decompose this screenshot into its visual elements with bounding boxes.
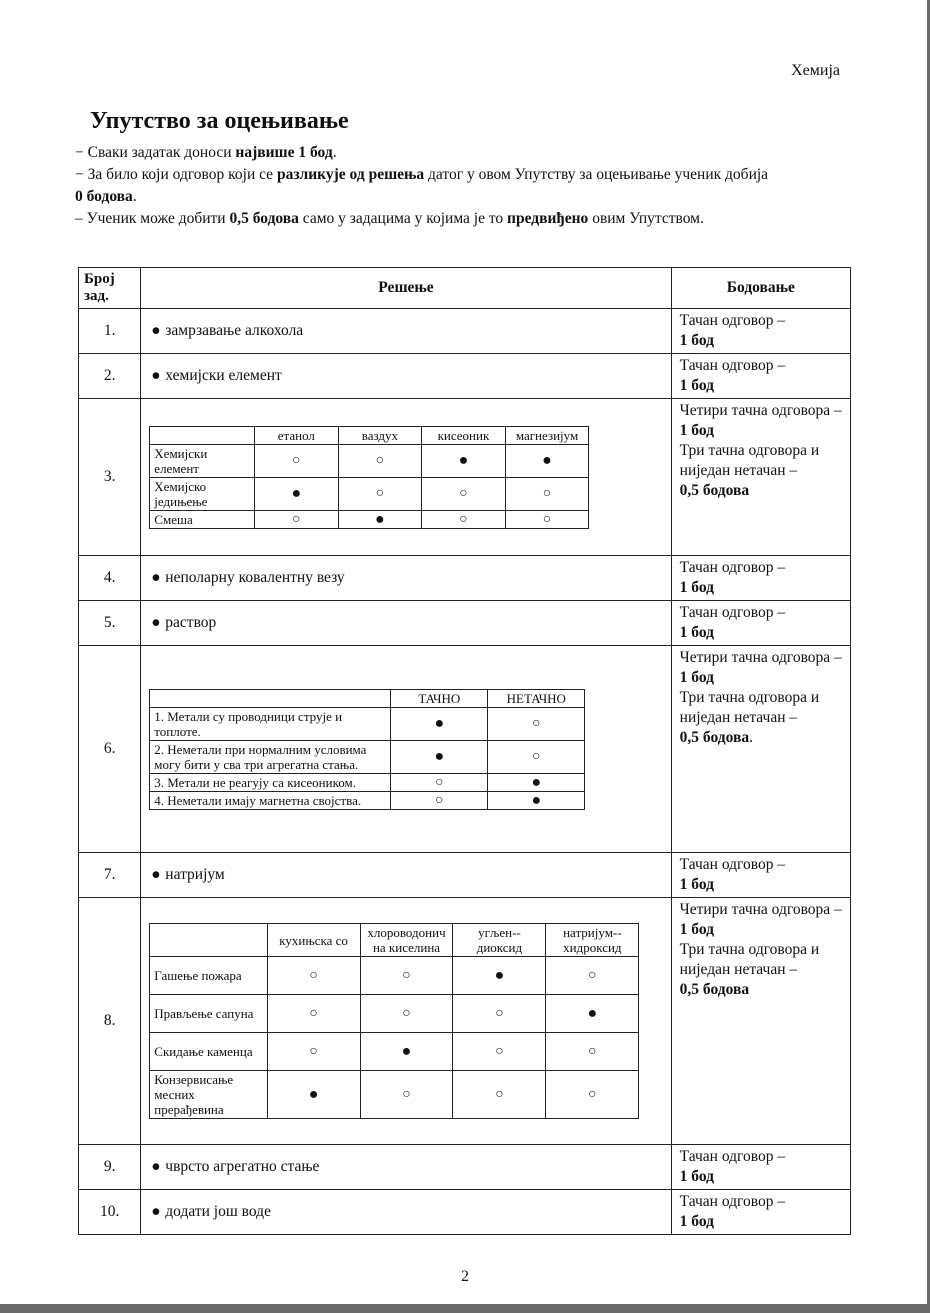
instruction-emphasis: предвиђено [507, 210, 589, 227]
header-task-number: Број зад. [79, 268, 141, 309]
score-points: 1 бод [679, 377, 714, 394]
instruction-line [75, 208, 775, 230]
task-row [79, 601, 851, 646]
header-scoring: Бодовање [671, 268, 850, 309]
grid-row [150, 1071, 639, 1119]
score-points-wrap [680, 729, 753, 746]
task-row [79, 1190, 851, 1235]
instruction-line [75, 142, 775, 164]
filled-circle-icon: ● [422, 444, 506, 477]
instruction-text: . [132, 188, 137, 205]
grid-row [150, 773, 585, 791]
empty-circle-icon: ○ [505, 477, 589, 510]
solution-cell [141, 898, 671, 1145]
grid-row-label: Конзервисање месних прерађевина [150, 1071, 267, 1119]
empty-circle-icon: ○ [338, 444, 422, 477]
grid-row-label: 2. Неметали при нормалним условима могу бити у сва три агрегатна стања. [150, 740, 391, 773]
empty-circle-icon: ○ [360, 995, 453, 1033]
task-number: 4. [79, 556, 141, 601]
task-number: 9. [79, 1145, 141, 1190]
filled-circle-icon: ● [391, 707, 488, 740]
answer-text: раствор [165, 614, 217, 631]
answer-grid [149, 426, 589, 529]
answer [141, 614, 670, 632]
instruction-text: − За било који одговор који се [75, 166, 277, 183]
grid-row [150, 707, 585, 740]
task-number: 3. [79, 399, 141, 556]
instruction-text: само у задацима у којима је то [298, 210, 508, 227]
score-points: 0,5 бодова [679, 482, 750, 499]
score-points: 1 бод [679, 332, 714, 349]
empty-circle-icon: ○ [546, 957, 639, 995]
answer [141, 322, 670, 340]
answer-key-table [78, 267, 851, 1235]
filled-circle-icon: ● [360, 1033, 453, 1071]
task-number: 10. [79, 1190, 141, 1235]
bullet-icon: ● [151, 866, 161, 883]
grid-row-label: 4. Неметали имају магнетна својства. [150, 791, 391, 809]
empty-circle-icon: ○ [488, 707, 585, 740]
empty-circle-icon: ○ [267, 1033, 360, 1071]
scoring-cell [671, 601, 850, 646]
grid-row [150, 995, 639, 1033]
empty-circle-icon: ○ [453, 995, 546, 1033]
task-row [79, 556, 851, 601]
filled-circle-icon: ● [546, 995, 639, 1033]
empty-circle-icon: ○ [546, 1033, 639, 1071]
task-row [79, 898, 851, 1145]
grid-row-label: Скидање каменца [150, 1033, 267, 1071]
score-label: Тачан одговор – [679, 1148, 786, 1165]
grid-row-label: Гашење пожара [150, 957, 267, 995]
instruction-text: − Сваки задатак доноси [75, 144, 236, 161]
grid-row [150, 444, 589, 477]
instruction-text: датог у овом Упутству за оцењивање ученик добија [424, 166, 769, 183]
table-header-row [79, 268, 851, 309]
solution-cell [141, 556, 671, 601]
answer [141, 367, 670, 385]
empty-circle-icon: ○ [267, 995, 360, 1033]
scoring-cell [671, 898, 850, 1145]
empty-circle-icon: ○ [391, 773, 488, 791]
empty-circle-icon: ○ [391, 791, 488, 809]
answer-grid [149, 923, 639, 1119]
answer-grid [149, 689, 585, 810]
page-title: Упутство за оцењивање [90, 108, 349, 134]
grid-row [150, 510, 589, 528]
page-number: 2 [461, 1268, 469, 1285]
score-label: Тачан одговор – [679, 604, 786, 621]
filled-circle-icon: ● [488, 791, 585, 809]
instruction-emphasis: 0,5 бодова [229, 210, 299, 227]
score-points: 1 бод [679, 1168, 714, 1185]
grid-row [150, 477, 589, 510]
instruction-text: . [332, 144, 337, 161]
instruction-emphasis: 0 бодова [75, 188, 133, 205]
solution-cell [141, 853, 671, 898]
grid-column-header: НЕТАЧНО [488, 689, 585, 707]
scoring-cell [671, 309, 850, 354]
empty-circle-icon: ○ [255, 510, 339, 528]
score-label: Тачан одговор – [679, 1193, 786, 1210]
task-row [79, 1145, 851, 1190]
grid-row-label: Смеша [150, 510, 255, 528]
solution-cell [141, 646, 671, 853]
score-label: Тачан одговор – [679, 312, 786, 329]
empty-circle-icon: ○ [255, 444, 339, 477]
header-solution: Решење [141, 268, 671, 309]
filled-circle-icon: ● [267, 1071, 360, 1119]
score-points: 1 бод [679, 422, 714, 439]
instruction-emphasis: разликује од решења [276, 166, 425, 183]
grid-row-label: Прављење сапуна [150, 995, 267, 1033]
filled-circle-icon: ● [505, 444, 589, 477]
grid-column-header: ваздух [338, 426, 422, 444]
grid-row [150, 1033, 639, 1071]
grid-column-header: кисеоник [422, 426, 506, 444]
bullet-icon: ● [151, 322, 161, 339]
task-number: 2. [79, 354, 141, 399]
empty-circle-icon: ○ [422, 477, 506, 510]
score-label: Три тачна одговора и ниједан нетачан – [679, 941, 820, 978]
grid-header-row [150, 689, 585, 707]
answer [141, 569, 670, 587]
task-number: 5. [79, 601, 141, 646]
empty-circle-icon: ○ [360, 957, 453, 995]
grid-corner [150, 924, 267, 957]
grid-corner [150, 426, 255, 444]
filled-circle-icon: ● [453, 957, 546, 995]
grid-row [150, 740, 585, 773]
score-points-wrap [680, 981, 749, 998]
scoring-cell [671, 646, 850, 853]
task-number: 8. [79, 898, 141, 1145]
grid-header-row [150, 924, 639, 957]
empty-circle-icon: ○ [360, 1071, 453, 1119]
answer-text: натријум [165, 866, 225, 883]
task-row [79, 309, 851, 354]
task-row [79, 853, 851, 898]
grid-row-label: 1. Метали су проводници струје и топлоте. [150, 707, 391, 740]
instruction-emphasis: највише 1 бод [235, 144, 333, 161]
scoring-cell [671, 1145, 850, 1190]
empty-circle-icon: ○ [505, 510, 589, 528]
empty-circle-icon: ○ [453, 1033, 546, 1071]
instruction-text: овим Упутством. [588, 210, 704, 227]
answer-text: неполарну ковалентну везу [165, 569, 345, 586]
score-label: Тачан одговор – [679, 856, 786, 873]
grid-column-header: магнезијум [505, 426, 589, 444]
grid-column-header: натријум--хидроксид [546, 924, 639, 957]
score-points: 0,5 бодова [679, 729, 750, 746]
empty-circle-icon: ○ [546, 1071, 639, 1119]
answer [141, 1158, 670, 1176]
empty-circle-icon: ○ [422, 510, 506, 528]
solution-cell [141, 399, 671, 556]
task-row [79, 646, 851, 853]
grid-row-label: Хемијско једињење [150, 477, 255, 510]
answer [141, 866, 670, 884]
bullet-icon: ● [151, 1203, 161, 1220]
score-label: Четири тачна одговора – [679, 649, 842, 666]
subject-header: Хемија [791, 62, 840, 79]
answer [141, 1203, 670, 1221]
solution-cell [141, 1190, 671, 1235]
bullet-icon: ● [151, 569, 161, 586]
filled-circle-icon: ● [255, 477, 339, 510]
scoring-cell [671, 556, 850, 601]
task-row [79, 354, 851, 399]
score-points: 1 бод [679, 1213, 714, 1230]
empty-circle-icon: ○ [488, 740, 585, 773]
scoring-cell [671, 1190, 850, 1235]
solution-cell [141, 354, 671, 399]
score-points: 1 бод [679, 669, 714, 686]
task-row [79, 399, 851, 556]
answer-text: чврсто агрегатно стање [165, 1158, 320, 1175]
grid-row-label: Хемијски елемент [150, 444, 255, 477]
empty-circle-icon: ○ [267, 957, 360, 995]
bullet-icon: ● [151, 367, 161, 384]
score-points-wrap [680, 482, 749, 499]
score-points: 0,5 бодова [679, 981, 750, 998]
score-points: 1 бод [679, 876, 714, 893]
filled-circle-icon: ● [338, 510, 422, 528]
score-label: Тачан одговор – [679, 357, 786, 374]
scoring-cell [671, 399, 850, 556]
filled-circle-icon: ● [391, 740, 488, 773]
grid-column-header: етанол [255, 426, 339, 444]
grid-header-row [150, 426, 589, 444]
answer-text: хемијски елемент [165, 367, 282, 384]
grid-column-header: угљен--диоксид [453, 924, 546, 957]
score-period: . [749, 729, 753, 746]
empty-circle-icon: ○ [453, 1071, 546, 1119]
filled-circle-icon: ● [488, 773, 585, 791]
grid-row-label: 3. Метали не реагују са кисеоником. [150, 773, 391, 791]
solution-cell [141, 309, 671, 354]
solution-cell [141, 1145, 671, 1190]
empty-circle-icon: ○ [338, 477, 422, 510]
task-number: 1. [79, 309, 141, 354]
answer-text: замрзавање алкохола [165, 322, 304, 339]
bullet-icon: ● [151, 614, 161, 631]
grid-corner [150, 689, 391, 707]
score-label: Три тачна одговора и ниједан нетачан – [679, 689, 820, 726]
grid-column-header: хлороводонична киселина [360, 924, 453, 957]
scoring-cell [671, 354, 850, 399]
page-shadow-bottom [0, 1304, 930, 1313]
score-label: Тачан одговор – [679, 559, 786, 576]
task-number: 6. [79, 646, 141, 853]
score-label: Три тачна одговора и ниједан нетачан – [679, 442, 820, 479]
task-number: 7. [79, 853, 141, 898]
grid-row [150, 791, 585, 809]
grid-row [150, 957, 639, 995]
solution-cell [141, 601, 671, 646]
score-label: Четири тачна одговора – [679, 901, 842, 918]
instructions [75, 142, 775, 230]
grid-column-header: ТАЧНО [391, 689, 488, 707]
bullet-icon: ● [151, 1158, 161, 1175]
grid-column-header: кухињска со [267, 924, 360, 957]
instruction-line [75, 164, 775, 208]
score-points: 1 бод [679, 624, 714, 641]
scoring-cell [671, 853, 850, 898]
instruction-text: – Ученик може добити [75, 210, 230, 227]
score-points: 1 бод [679, 579, 714, 596]
score-points: 1 бод [679, 921, 714, 938]
score-label: Четири тачна одговора – [679, 402, 842, 419]
answer-text: додати још воде [165, 1203, 271, 1220]
